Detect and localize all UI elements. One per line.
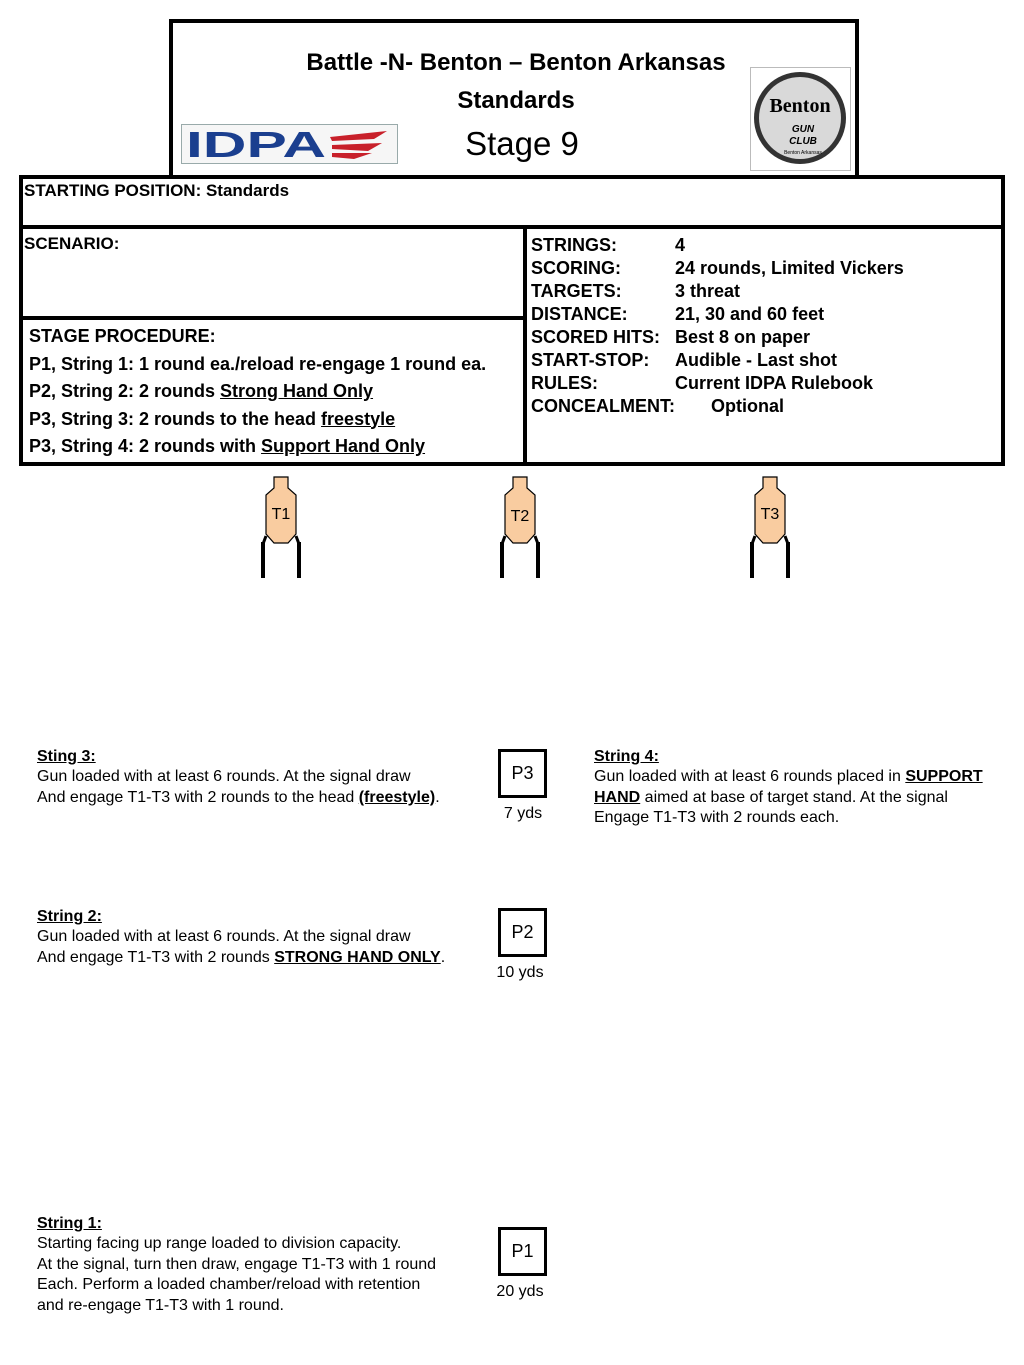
idpa-logo-text: IDPA: [186, 125, 326, 163]
target-t3: [747, 476, 795, 580]
string-title: Sting 3:: [37, 748, 96, 765]
string-2-description: String 2: Gun loaded with at least 6 rounds. At the signal draw And engage T1-T3 with 2 rounds STRONG HAND ONLY.: [37, 908, 446, 966]
club-logo-text: Benton: [769, 95, 831, 117]
string-title: String 2:: [37, 908, 102, 925]
stage-number: Stage 9: [465, 125, 579, 162]
starting-position: STARTING POSITION: Standards: [24, 181, 290, 200]
svg-text:Benton Arkansas: Benton Arkansas: [784, 150, 822, 156]
procedure-line: P1, String 1: 1 round ea./reload re-engage 1 round ea.: [29, 353, 487, 374]
target-label: T3: [760, 506, 780, 523]
svg-text:GUN: GUN: [791, 124, 815, 135]
position-box-p3: P3: [498, 749, 547, 798]
string-title: String 1:: [37, 1215, 102, 1232]
procedure-line: P2, String 2: 2 rounds Strong Hand Only: [29, 381, 374, 401]
procedure-heading: STAGE PROCEDURE:: [29, 326, 216, 346]
string-3-description: Sting 3: Gun loaded with at least 6 rounds. At the signal draw And engage T1-T3 with 2 rounds to the head (freestyle).: [37, 748, 440, 806]
string-title: String 4:: [594, 748, 659, 765]
position-distance: 10 yds: [496, 964, 544, 981]
procedure-line: P3, String 3: 2 rounds to the head freestyle: [29, 408, 396, 429]
stage-subtitle: Standards: [457, 87, 575, 114]
target-t1: [258, 476, 306, 580]
string-4-description: String 4: Gun loaded with at least 6 rounds placed in SUPPORT HAND aimed at base of target stand. At the signal Engage T1-T3 with 2 rounds each.: [594, 748, 983, 827]
event-title: Battle -N- Benton – Benton Arkansas: [306, 49, 726, 76]
svg-text:CLUB: CLUB: [789, 136, 817, 147]
string-1-description: String 1: Starting facing up range loaded to division capacity. At the signal, turn then draw, engage T1-T3 with 1 round Each. Perform a loaded chamber/reload with retention and re-engage T1-T3 with 1 round.: [37, 1215, 437, 1314]
position-box-p2: P2: [498, 908, 547, 957]
target-t2: [497, 476, 545, 580]
position-distance: 20 yds: [496, 1283, 544, 1300]
procedure-line: P3, String 4: 2 rounds with Support Hand Only: [29, 436, 426, 456]
idpa-logo: [181, 124, 398, 164]
scenario-label: SCENARIO:: [24, 234, 120, 253]
position-box-p1: P1: [498, 1227, 547, 1276]
target-label: T2: [510, 508, 530, 525]
position-distance: 7 yds: [503, 805, 543, 822]
target-label: T1: [271, 506, 291, 523]
club-logo: [750, 67, 851, 171]
stage-procedure: [29, 323, 486, 461]
